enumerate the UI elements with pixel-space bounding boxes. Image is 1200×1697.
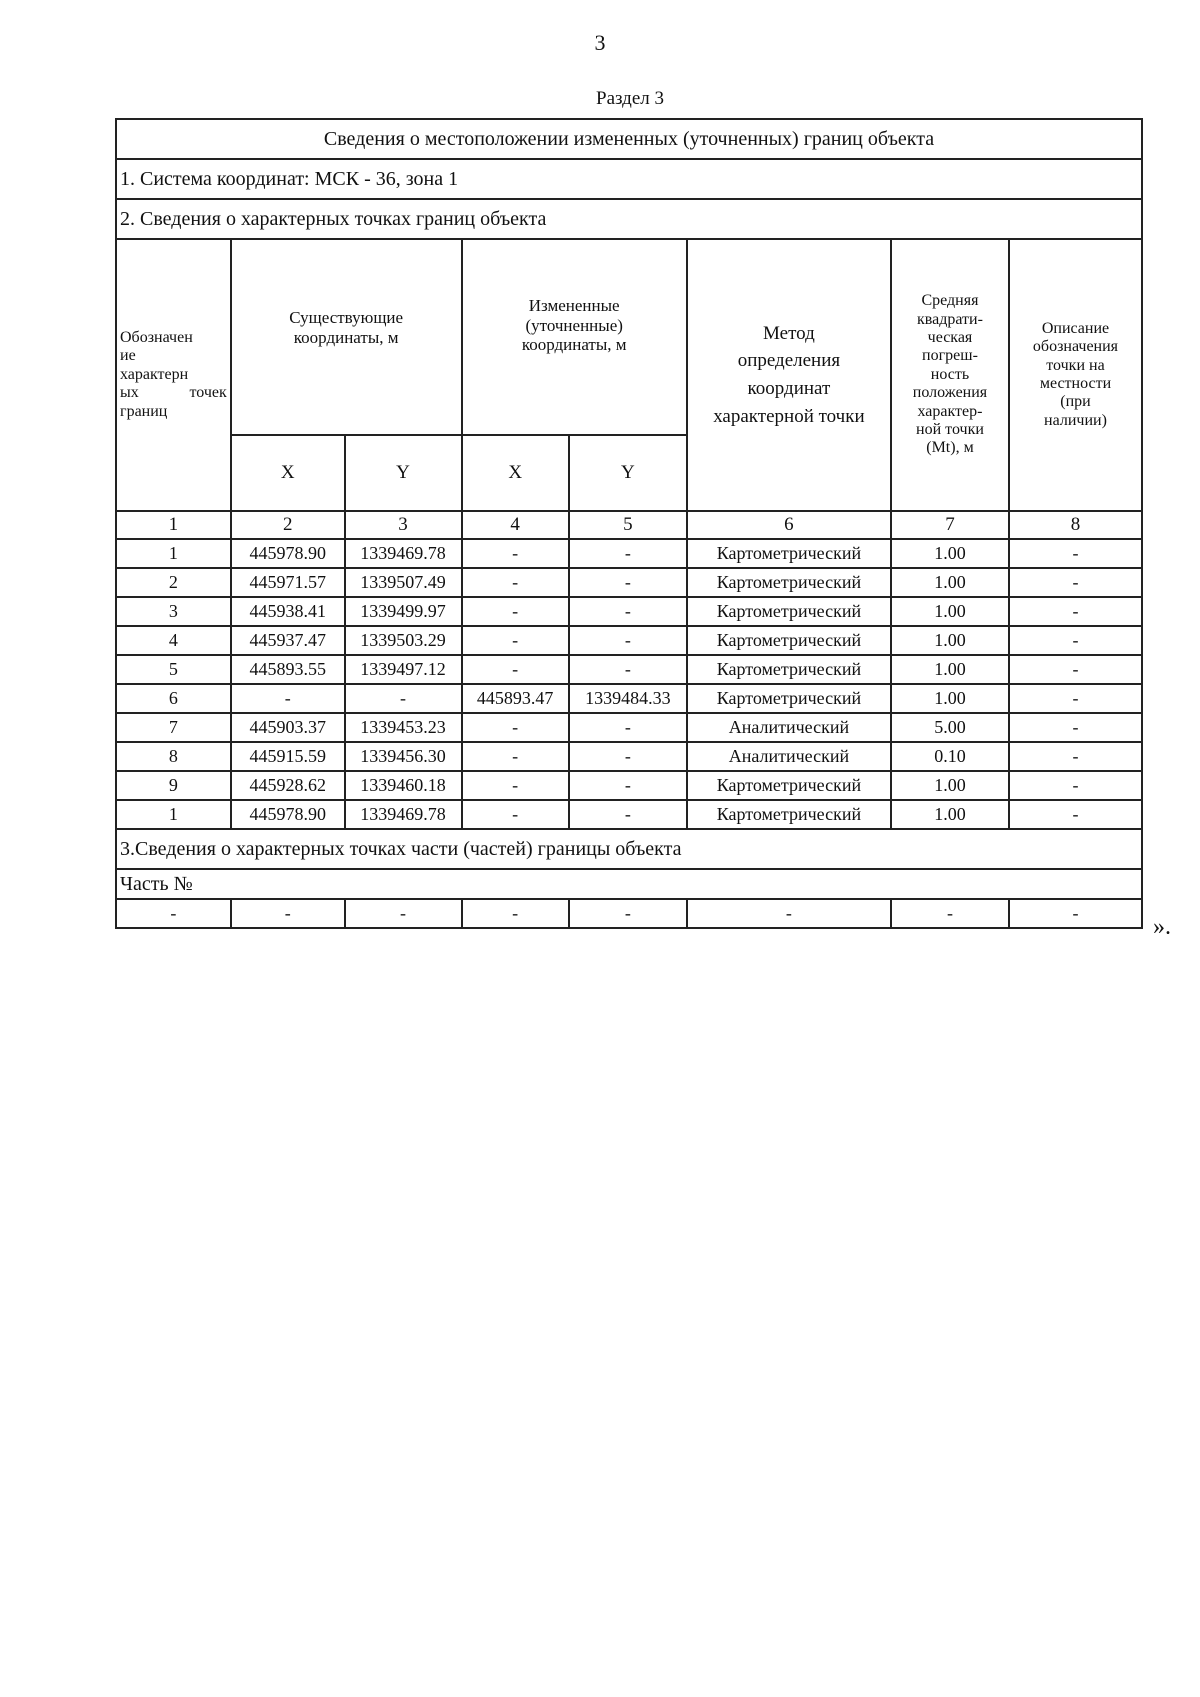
table-title: Сведения о местоположении измененных (уточненных) границ объекта bbox=[116, 119, 1142, 159]
error-cell: 1.00 bbox=[891, 655, 1009, 684]
existing-x-cell: - bbox=[231, 899, 345, 928]
changed-x-cell: - bbox=[462, 568, 569, 597]
section-label: Раздел 3 bbox=[596, 88, 664, 109]
existing-x-cell: - bbox=[231, 684, 345, 713]
method-cell: Картометрический bbox=[687, 800, 891, 829]
error-cell: 1.00 bbox=[891, 771, 1009, 800]
existing-y-cell: - bbox=[345, 684, 462, 713]
column-number-cell: 8 bbox=[1009, 511, 1142, 539]
method-cell: Картометрический bbox=[687, 597, 891, 626]
header-line: границ bbox=[120, 402, 168, 420]
column-number-cell: 5 bbox=[569, 511, 687, 539]
point-id-cell: 3 bbox=[116, 597, 231, 626]
header-existing-x: X bbox=[231, 435, 345, 511]
changed-x-cell: - bbox=[462, 597, 569, 626]
column-number-row bbox=[116, 511, 1142, 539]
description-cell: - bbox=[1009, 597, 1142, 626]
header-line: характерн bbox=[120, 365, 189, 383]
header-line-justified: ых точек bbox=[120, 384, 227, 402]
existing-y-cell: 1339497.12 bbox=[345, 655, 462, 684]
changed-x-cell: - bbox=[462, 899, 569, 928]
description-cell: - bbox=[1009, 713, 1142, 742]
point-id-cell: - bbox=[116, 899, 231, 928]
existing-y-cell: 1339453.23 bbox=[345, 713, 462, 742]
point-id-cell: 1 bbox=[116, 539, 231, 568]
header-mean-square-error: Средняя квадрати- ческая погреш- ность положения характер- ной точки (Mt), м bbox=[891, 239, 1009, 511]
error-cell: 1.00 bbox=[891, 568, 1009, 597]
existing-x-cell: 445978.90 bbox=[231, 800, 345, 829]
point-id-cell: 2 bbox=[116, 568, 231, 597]
changed-y-cell: 1339484.33 bbox=[569, 684, 687, 713]
description-cell: - bbox=[1009, 626, 1142, 655]
existing-y-cell: 1339469.78 bbox=[345, 800, 462, 829]
method-cell: Картометрический bbox=[687, 539, 891, 568]
changed-y-cell: - bbox=[569, 771, 687, 800]
error-cell: 1.00 bbox=[891, 684, 1009, 713]
part-label: Часть № bbox=[116, 869, 1142, 899]
header-changed-x: X bbox=[462, 435, 569, 511]
description-cell: - bbox=[1009, 655, 1142, 684]
boundary-points-table bbox=[115, 118, 1143, 929]
header-changed-y: Y bbox=[569, 435, 687, 511]
existing-x-cell: 445903.37 bbox=[231, 713, 345, 742]
point-id-cell: 6 bbox=[116, 684, 231, 713]
changed-x-cell: - bbox=[462, 742, 569, 771]
header-existing-coords: Существующие координаты, м bbox=[231, 239, 462, 435]
existing-y-cell: - bbox=[345, 899, 462, 928]
changed-y-cell: - bbox=[569, 899, 687, 928]
point-id-cell: 8 bbox=[116, 742, 231, 771]
existing-y-cell: 1339503.29 bbox=[345, 626, 462, 655]
header-line: ие bbox=[120, 347, 136, 365]
closing-quote: ». bbox=[1153, 914, 1171, 940]
description-cell: - bbox=[1009, 539, 1142, 568]
changed-x-cell: - bbox=[462, 771, 569, 800]
parts-heading: 3.Сведения о характерных точках части (частей) границы объекта bbox=[116, 829, 1142, 869]
changed-y-cell: - bbox=[569, 655, 687, 684]
changed-x-cell: - bbox=[462, 539, 569, 568]
table-row bbox=[116, 684, 1142, 713]
existing-x-cell: 445938.41 bbox=[231, 597, 345, 626]
column-number-cell: 7 bbox=[891, 511, 1009, 539]
changed-y-cell: - bbox=[569, 742, 687, 771]
column-number-cell: 6 bbox=[687, 511, 891, 539]
error-cell: 1.00 bbox=[891, 626, 1009, 655]
changed-y-cell: - bbox=[569, 713, 687, 742]
changed-y-cell: - bbox=[569, 800, 687, 829]
error-cell: 1.00 bbox=[891, 539, 1009, 568]
header-point-description: Описание обозначения точки на местности (при наличии) bbox=[1009, 239, 1142, 511]
description-cell: - bbox=[1009, 742, 1142, 771]
method-cell: Картометрический bbox=[687, 655, 891, 684]
existing-y-cell: 1339460.18 bbox=[345, 771, 462, 800]
existing-y-cell: 1339499.97 bbox=[345, 597, 462, 626]
header-existing-y: Y bbox=[345, 435, 462, 511]
column-number-cell: 3 bbox=[345, 511, 462, 539]
existing-y-cell: 1339507.49 bbox=[345, 568, 462, 597]
error-cell: 5.00 bbox=[891, 713, 1009, 742]
coordinate-system: 1. Система координат: МСК - 36, зона 1 bbox=[116, 159, 1142, 199]
existing-x-cell: 445937.47 bbox=[231, 626, 345, 655]
table-row bbox=[116, 597, 1142, 626]
description-cell: - bbox=[1009, 568, 1142, 597]
table-row bbox=[116, 655, 1142, 684]
changed-x-cell: - bbox=[462, 713, 569, 742]
header-changed-coords: Измененные (уточненные) координаты, м bbox=[462, 239, 687, 435]
existing-x-cell: 445893.55 bbox=[231, 655, 345, 684]
changed-y-cell: - bbox=[569, 597, 687, 626]
error-cell: 0.10 bbox=[891, 742, 1009, 771]
point-id-cell: 1 bbox=[116, 800, 231, 829]
description-cell: - bbox=[1009, 800, 1142, 829]
method-cell: Аналитический bbox=[687, 742, 891, 771]
existing-x-cell: 445971.57 bbox=[231, 568, 345, 597]
point-id-cell: 4 bbox=[116, 626, 231, 655]
page-number: 3 bbox=[594, 30, 606, 55]
point-id-cell: 7 bbox=[116, 713, 231, 742]
description-cell: - bbox=[1009, 899, 1142, 928]
table-row bbox=[116, 899, 1142, 928]
error-cell: 1.00 bbox=[891, 800, 1009, 829]
table-row bbox=[116, 771, 1142, 800]
existing-y-cell: 1339469.78 bbox=[345, 539, 462, 568]
existing-y-cell: 1339456.30 bbox=[345, 742, 462, 771]
error-cell: - bbox=[891, 899, 1009, 928]
existing-x-cell: 445915.59 bbox=[231, 742, 345, 771]
method-cell: Картометрический bbox=[687, 684, 891, 713]
table-row bbox=[116, 742, 1142, 771]
column-number-cell: 2 bbox=[231, 511, 345, 539]
method-cell: Картометрический bbox=[687, 568, 891, 597]
existing-x-cell: 445978.90 bbox=[231, 539, 345, 568]
method-cell: Картометрический bbox=[687, 626, 891, 655]
header-line: Обозначен bbox=[120, 329, 193, 347]
table-row bbox=[116, 626, 1142, 655]
changed-y-cell: - bbox=[569, 539, 687, 568]
table-row bbox=[116, 539, 1142, 568]
table-row bbox=[116, 568, 1142, 597]
table-row bbox=[116, 800, 1142, 829]
header-method: Метод определения координат характерной точки bbox=[687, 239, 891, 511]
changed-x-cell: - bbox=[462, 626, 569, 655]
point-id-cell: 9 bbox=[116, 771, 231, 800]
header-point-designation bbox=[116, 239, 231, 511]
description-cell: - bbox=[1009, 684, 1142, 713]
table-row bbox=[116, 713, 1142, 742]
changed-x-cell: - bbox=[462, 655, 569, 684]
existing-x-cell: 445928.62 bbox=[231, 771, 345, 800]
point-id-cell: 5 bbox=[116, 655, 231, 684]
points-heading: 2. Сведения о характерных точках границ объекта bbox=[116, 199, 1142, 239]
changed-x-cell: - bbox=[462, 800, 569, 829]
description-cell: - bbox=[1009, 771, 1142, 800]
changed-y-cell: - bbox=[569, 626, 687, 655]
changed-y-cell: - bbox=[569, 568, 687, 597]
method-cell: - bbox=[687, 899, 891, 928]
column-number-cell: 4 bbox=[462, 511, 569, 539]
method-cell: Аналитический bbox=[687, 713, 891, 742]
error-cell: 1.00 bbox=[891, 597, 1009, 626]
method-cell: Картометрический bbox=[687, 771, 891, 800]
changed-x-cell: 445893.47 bbox=[462, 684, 569, 713]
column-number-cell: 1 bbox=[116, 511, 231, 539]
